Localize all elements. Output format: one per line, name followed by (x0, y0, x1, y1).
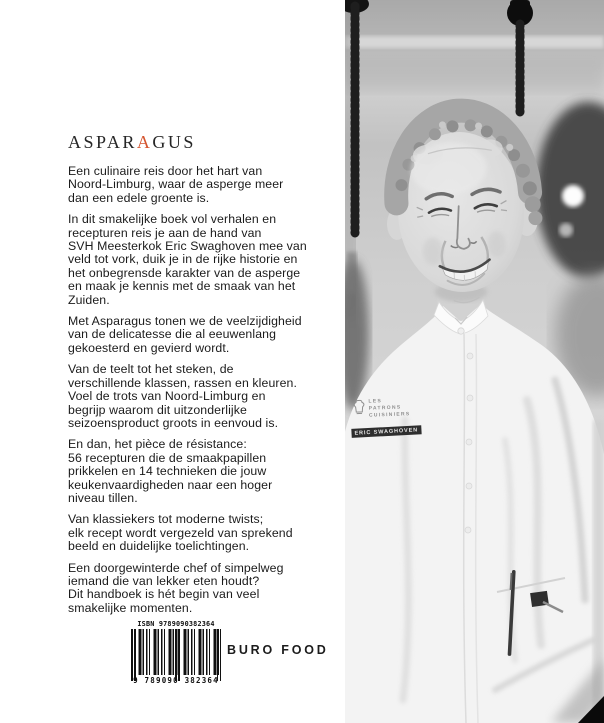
name-badge: ERIC SWAGHOVEN (351, 425, 421, 438)
barcode-isbn-text: ISBN 9789090382364 (137, 620, 215, 628)
title-text-pre: ASPAR (68, 132, 137, 152)
barcode-guard (131, 629, 133, 681)
book-title (68, 131, 368, 153)
barcode-guard (178, 629, 180, 681)
bokeh-light (562, 185, 584, 207)
back-cover-paragraph-book: In dit smakelijke boek vol verhalen en recepturen reis je aan de hand van SVH Meesterkok Eric Swaghoven mee van veld tot vork, duik je in de rijke historie en het onbegrensde karakter van de asperge en maak je kennis met de smaak van het Zuiden. (68, 212, 307, 307)
title-accent-letter: A (136, 132, 153, 152)
barcode-bars (129, 629, 223, 681)
back-cover-paragraph-klassiekers: Van klassiekers tot moderne twists; elk recept wordt vergezeld van sprekend beeld en duidelijke toelichtingen. (68, 512, 293, 554)
title-text-post: GUS (152, 132, 196, 152)
back-cover-paragraph-recepturen: En dan, het pièce de résistance: 56 recepturen die de smaakpapillen prikkelen en 14 technieken die jouw keukenvaardigheden naar een hoger niveau tillen. (68, 437, 273, 505)
back-cover-paragraph-asparagus: Met Asparagus tonen we de veelzijdigheid van de delicatesse die al eeuwenlang gekoesterd en gevierd wordt. (68, 314, 302, 355)
barcode-digits: 9 789090 382364 (129, 676, 223, 685)
chef-photo-scene (345, 0, 604, 723)
back-cover-paragraph-teelt: Van de teelt tot het steken, de verschillende klassen, rassen en kleuren. Voel de trots van Noord-Limburg en begrijp waarom dit uitzonderlijke seizoensproduct groots in eenvoud is. (68, 362, 297, 430)
barcode-guard (175, 629, 177, 681)
background-band (345, 58, 604, 92)
barcode-guard (134, 629, 136, 681)
jacket-logo-line: PATRONS (368, 404, 402, 412)
jacket-logo-line: CUISINIERS (368, 411, 411, 419)
background-bottle-neck (347, 252, 357, 294)
publisher-logo: BURO FOOD (227, 643, 329, 657)
barcode (129, 620, 223, 685)
chef-hat-icon (352, 399, 366, 416)
jacket-button (458, 328, 464, 334)
back-cover-paragraph-intro: Een culinaire reis door het hart van Noord-Limburg, waar de asperge meer dan een edele groente is. (68, 164, 284, 205)
barcode-guard (220, 629, 222, 681)
barcode-guard (217, 629, 219, 681)
jacket-logo-line: LES (368, 398, 383, 405)
bokeh-light (559, 223, 573, 237)
jacket-logo (352, 397, 423, 438)
chef-photo (345, 0, 604, 723)
back-cover-text (68, 131, 368, 623)
back-cover-paragraph-chef: Een doorgewinterde chef of simpelweg iemand die van lekker eten houdt? Dit handboek is hét begin van veel smakelijke momenten. (68, 560, 284, 615)
